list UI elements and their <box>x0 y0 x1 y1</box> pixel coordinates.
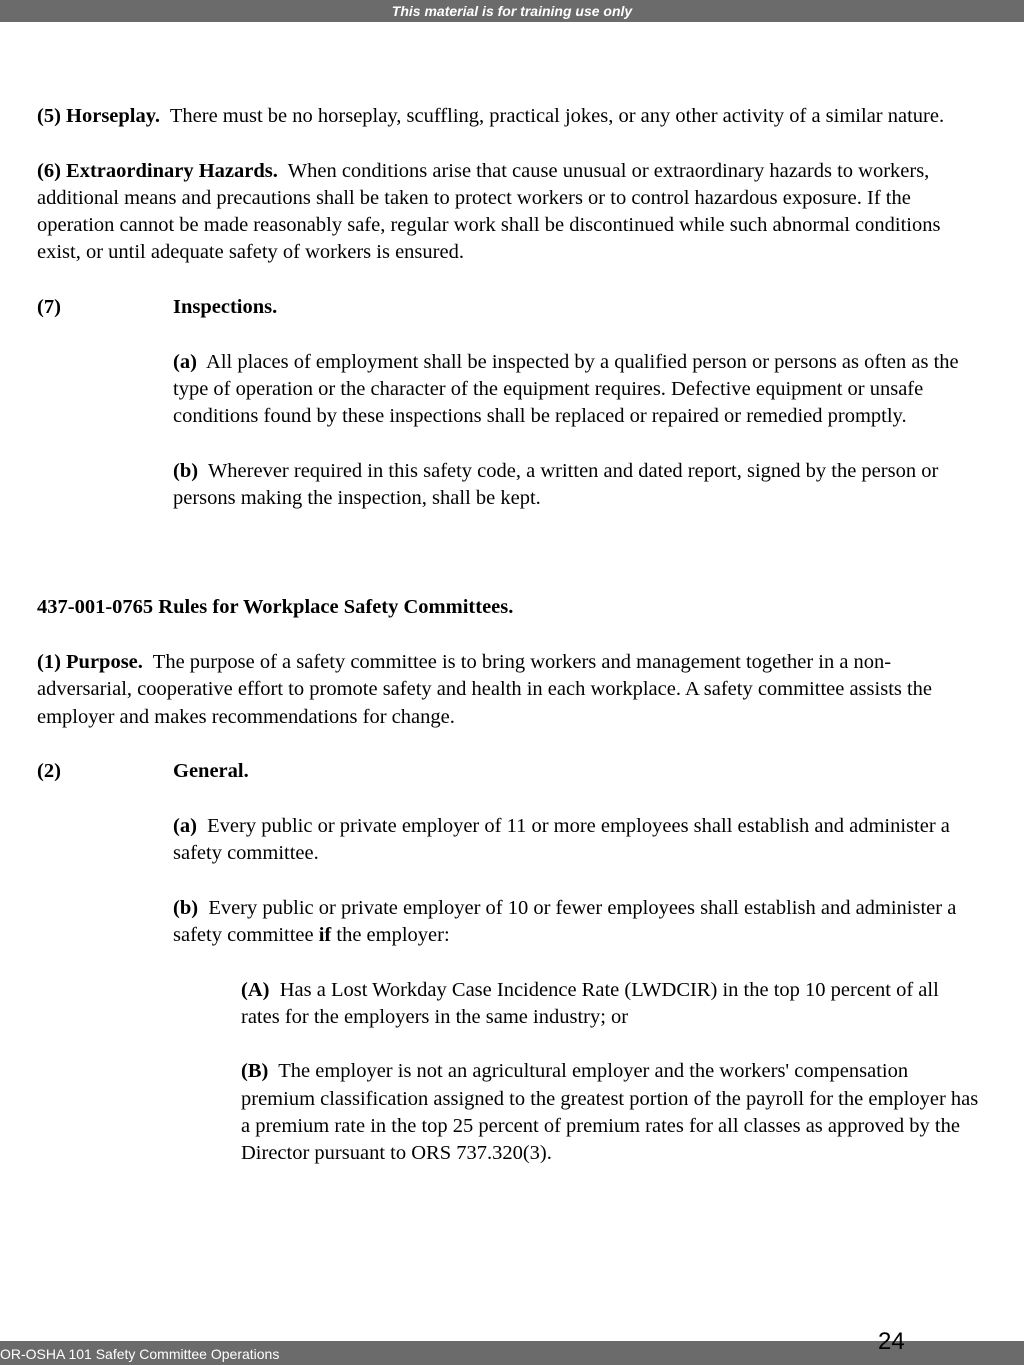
section-6-text: When conditions arise that cause unusual or extraordinary hazards to workers, additional means and precautions shall be taken to protect workers or to control hazardous exposure. If the operation cannot be made reasonably safe, regular work shall be discontinued while such abnormal conditions exist, or until adequate safety of workers is ensured. <box>37 159 941 264</box>
section-7b-paragraph <box>173 458 982 513</box>
section-7-number: (7) <box>37 296 61 319</box>
training-banner <box>0 0 1024 22</box>
section-2b-text-end: the employer: <box>336 923 450 946</box>
section-spacer <box>37 540 982 567</box>
section-6-extraordinary-hazards <box>37 158 982 267</box>
section-7-title: Inspections. <box>173 296 278 319</box>
section-2a-text: Every public or private employer of 11 or more employees shall establish and administer a safety committee. <box>173 814 950 865</box>
section-2a-paragraph <box>173 813 982 868</box>
section-spacer <box>37 567 982 594</box>
section-6-label: (6) Extraordinary Hazards. <box>37 159 278 182</box>
section-5-horseplay <box>37 103 982 130</box>
section-7a-text: All places of employment shall be inspected by a qualified person or persons as often as the type of operation or the character of the equipment requires. Defective equipment or unsafe conditions found by these inspections shall be replaced or repaired or remedied promptly. <box>173 350 959 428</box>
section-2b-paragraph <box>173 895 982 950</box>
section-2bB-label: (B) <box>241 1060 269 1083</box>
section-2bB-paragraph <box>241 1058 982 1167</box>
section-5-text: There must be no horseplay, scuffling, practical jokes, or any other activity of a similar nature. <box>169 105 945 127</box>
section-2-title: General. <box>173 760 249 783</box>
section-7a-paragraph <box>173 349 982 431</box>
section-2b-text: Every public or private employer of 10 or fewer employees shall establish and administer a safety committee <box>173 896 957 946</box>
training-banner-text: This material is for training use only <box>391 3 633 19</box>
section-2bA-paragraph <box>241 977 982 1032</box>
purpose-text: The purpose of a safety committee is to bring workers and management together in a non-adversarial, cooperative effort to promote safety and health in each workplace. A safety committee assists the employer and makes recommendations for change. <box>37 650 933 728</box>
rule-title <box>37 594 982 621</box>
section-2bA-text: Has a Lost Workday Case Incidence Rate (LWDCIR) in the top 10 percent of all rates for the employers in the same industry; or <box>241 978 939 1028</box>
section-2b-if: if <box>318 923 332 946</box>
section-7b-text: Wherever required in this safety code, a written and dated report, signed by the person or persons making the inspection, shall be kept. <box>173 459 939 510</box>
section-2-heading <box>37 758 982 785</box>
purpose-label: (1) Purpose. <box>37 650 143 673</box>
rule-title-text: 437-001-0765 Rules for Workplace Safety Committees. <box>37 596 514 619</box>
section-7b-label: (b) <box>173 459 199 482</box>
page-number: 24 <box>878 1328 905 1355</box>
section-7-heading <box>37 294 982 321</box>
section-2-number: (2) <box>37 760 61 783</box>
section-2bA-label: (A) <box>241 978 270 1001</box>
section-2bB-text: The employer is not an agricultural employer and the workers' compensation premium classification assigned to the greatest portion of the payroll for the employer has a premium rate in the top 25 percent of premium rates for all classes as approved by the Director pursuant to ORS 737.320(3). <box>241 1060 979 1165</box>
document-body <box>37 103 982 1195</box>
section-2b-label: (b) <box>173 896 199 919</box>
section-5-label: (5) Horseplay. <box>37 105 160 127</box>
section-1-purpose <box>37 649 982 731</box>
section-2a-label: (a) <box>173 814 197 837</box>
footer-course-title: OR-OSHA 101 Safety Committee Operations <box>0 1346 280 1362</box>
section-7a-label: (a) <box>173 350 197 373</box>
